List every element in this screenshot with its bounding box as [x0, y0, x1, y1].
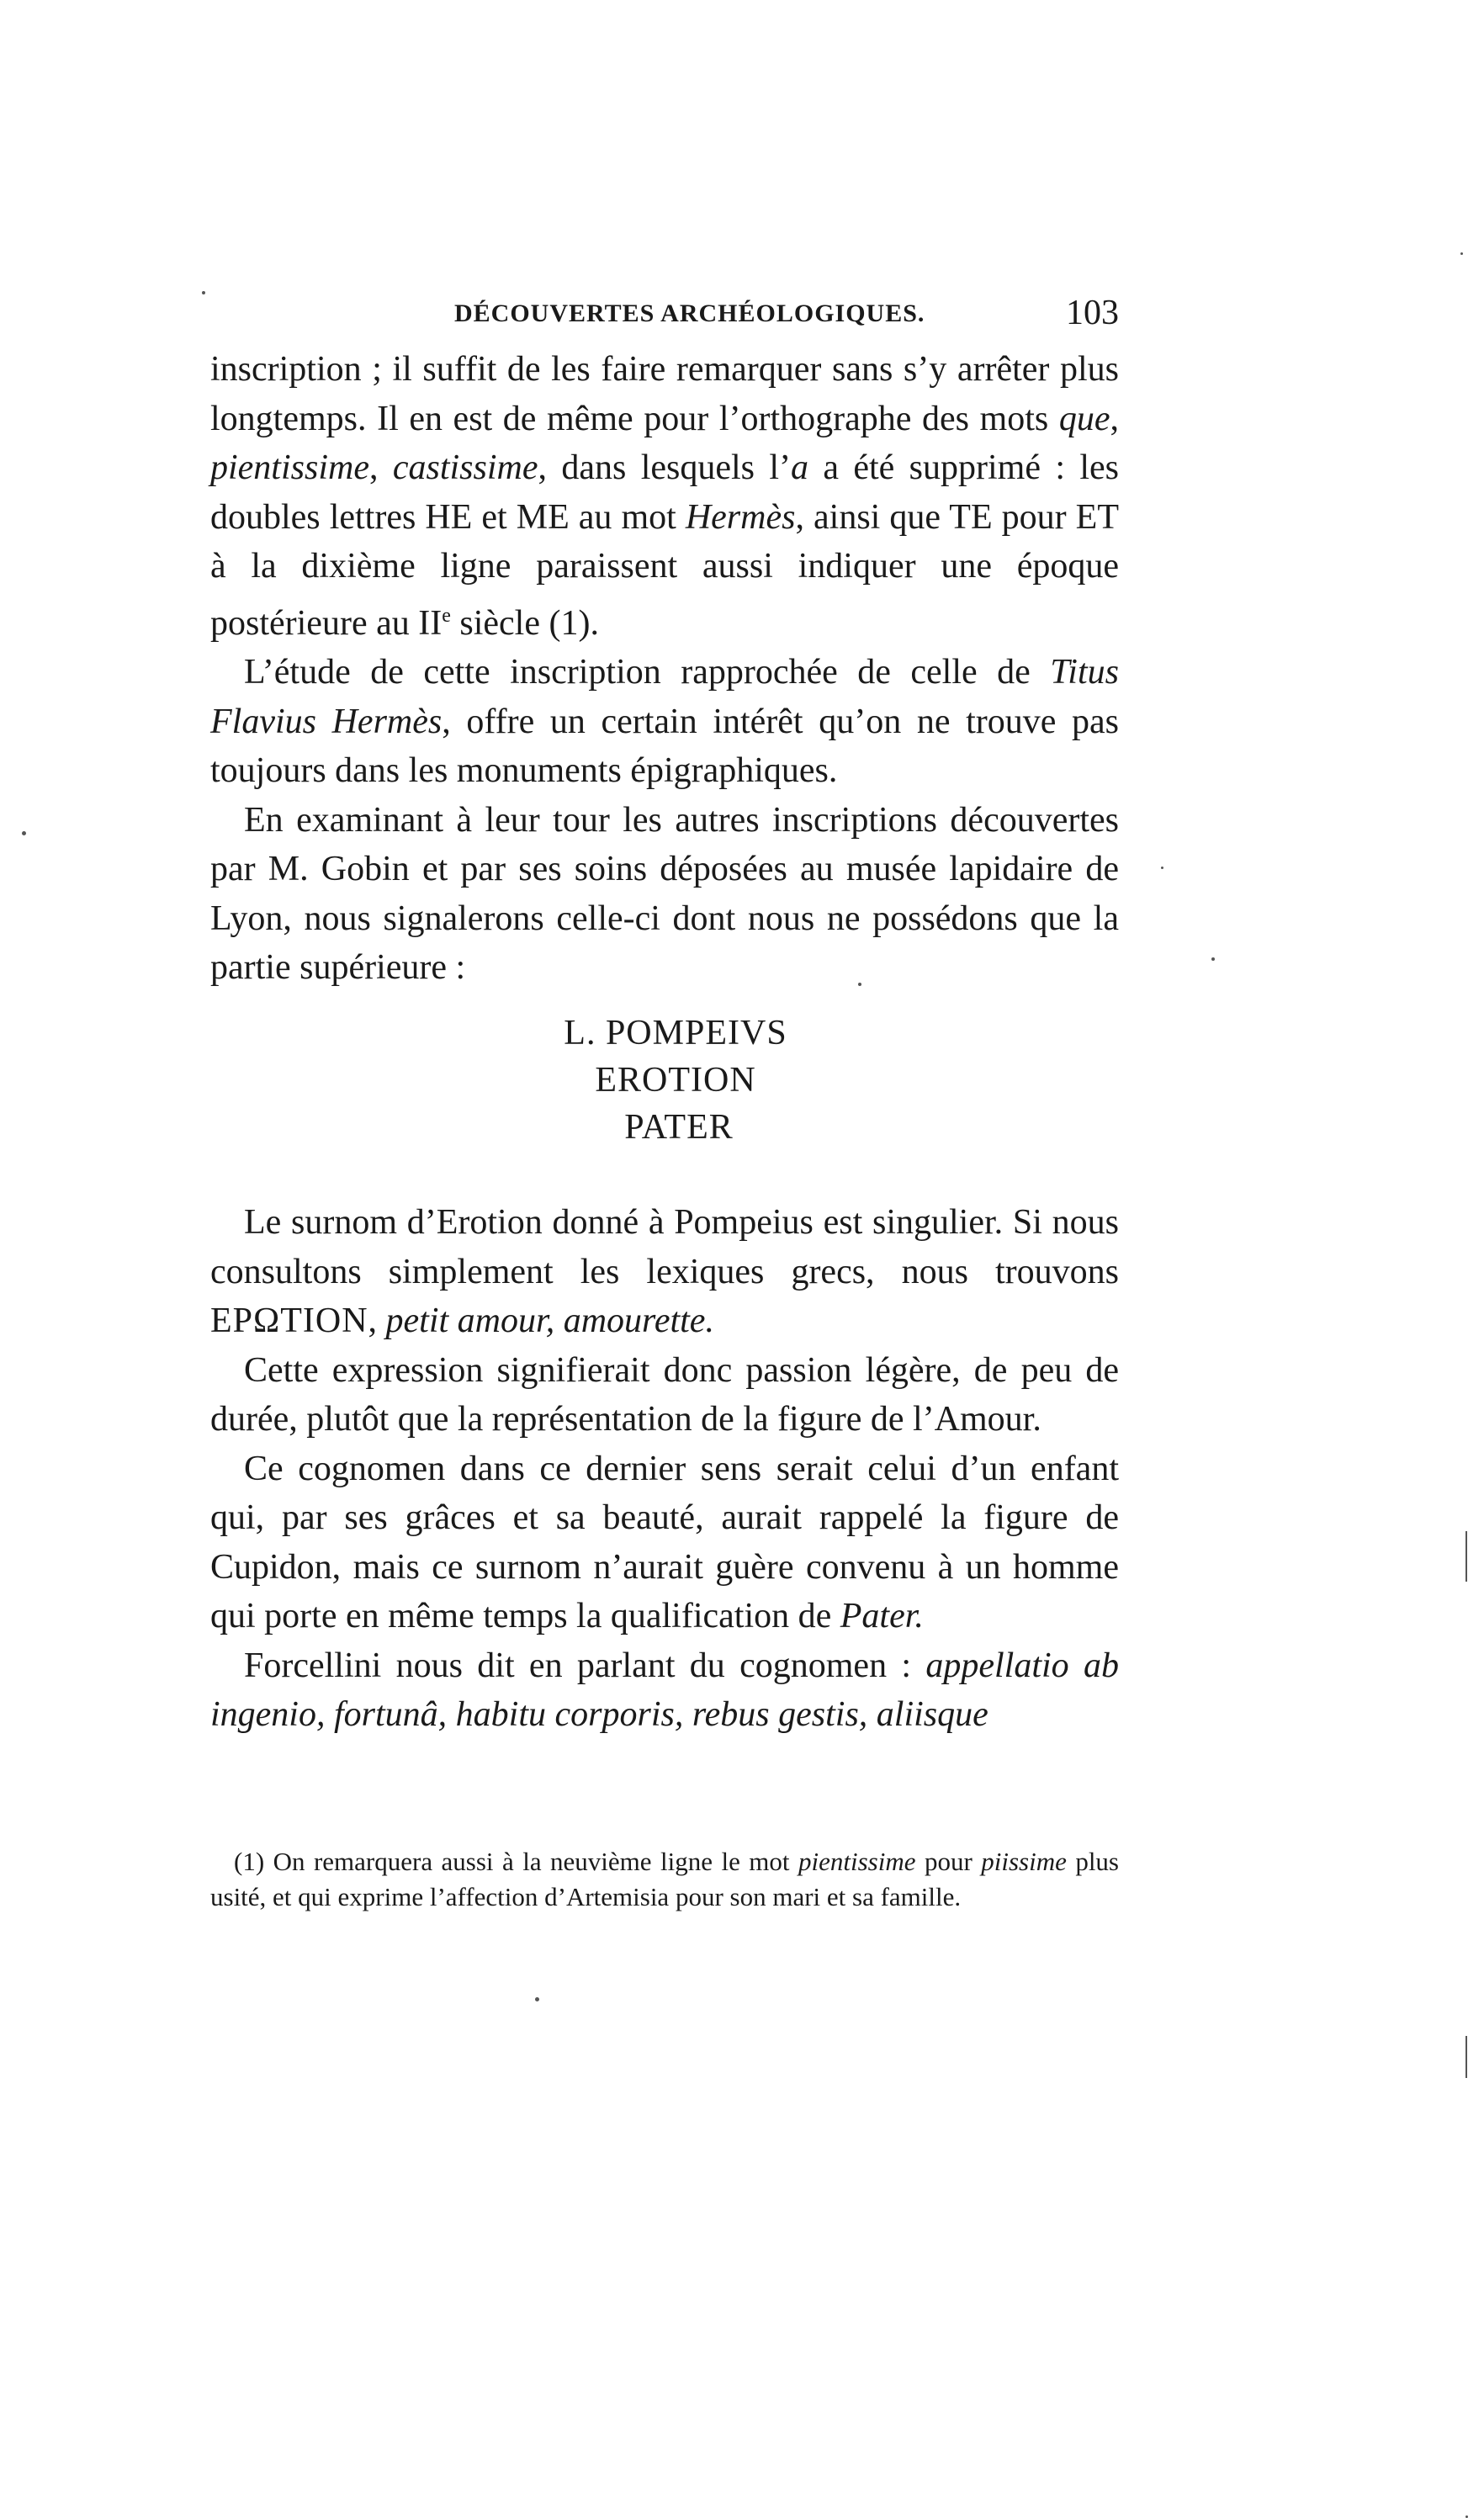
inscription-line-3: PATER	[624, 1108, 734, 1147]
main-text-bottom	[210, 1198, 1119, 1740]
main-text-top	[210, 345, 1119, 993]
inscription-block	[210, 1010, 1119, 1151]
scan-speck	[202, 291, 205, 294]
scan-speck	[1460, 252, 1463, 255]
footnote	[210, 1844, 1119, 1915]
paragraph-1: inscription ; il suffit de les faire remarquer sans s’y arrêter plus longtemps. Il en est de même pour l’orthographe des mots que, pientissime, castissime, dans lesquels l’a a été supprimé : les doubles lettres HE et ME au mot Hermès, ainsi que TE pour ET à la dixième ligne paraissent aussi indiquer une époque postérieure au IIe siècle (1).	[210, 350, 1120, 643]
inscription-line-2: EROTION	[595, 1061, 756, 1100]
paragraph-3: En examinant à leur tour les autres inscriptions découvertes par M. Gobin et par ses soins déposées au musée lapidaire de Lyon, nous signalerons celle-ci dont nous ne possédons que la partie supérieure :	[210, 800, 1119, 987]
scan-speck	[1211, 957, 1215, 961]
scan-speck	[535, 1997, 539, 2001]
running-title: DÉCOUVERTES ARCHÉOLOGIQUES.	[454, 300, 925, 327]
paragraph-5: Cette expression signifierait donc passion légère, de peu de durée, plutôt que la représentation de la figure de l’Amour.	[210, 1350, 1119, 1439]
running-header	[210, 293, 1119, 335]
paragraph-6: Ce cognomen dans ce dernier sens serait celui d’un enfant qui, par ses grâces et sa beauté, aurait rappelé la figure de Cupidon, mais ce surnom n’aurait guère convenu à un homme qui porte en même temps la qualification de Pater.	[210, 1449, 1119, 1635]
scan-speck	[1465, 2036, 1467, 2078]
paragraph-4: Le surnom d’Erotion donné à Pompeius est singulier. Si nous consultons simplement les lexiques grecs, nous trouvons ΕΡΩΤΙΟΝ, petit amour, amourette.	[210, 1203, 1119, 1340]
footnote-text: (1) On remarquera aussi à la neuvième ligne le mot pientissime pour piissime plus usité, et qui exprime l’affection d’Artemisia pour son mari et sa famille.	[210, 1847, 1119, 1911]
greek-word: ΕΡΩΤΙΟΝ	[210, 1301, 368, 1340]
paragraph-2: L’étude de cette inscription rapprochée de celle de Titus Flavius Hermès, offre un certain intérêt qu’on ne trouve pas toujours dans les monuments épigraphiques.	[210, 653, 1120, 790]
inscription-line-1: L. POMPEIVS	[564, 1014, 787, 1052]
page-number: 103	[1066, 294, 1119, 332]
scan-speck	[1161, 867, 1163, 869]
scan-speck	[1465, 1531, 1467, 1582]
paragraph-7: Forcellini nous dit en parlant du cognomen : appellatio ab ingenio, fortunâ, habitu corporis, rebus gestis, aliisque	[210, 1646, 1119, 1734]
scan-speck	[858, 983, 861, 986]
scan-speck	[22, 831, 26, 835]
